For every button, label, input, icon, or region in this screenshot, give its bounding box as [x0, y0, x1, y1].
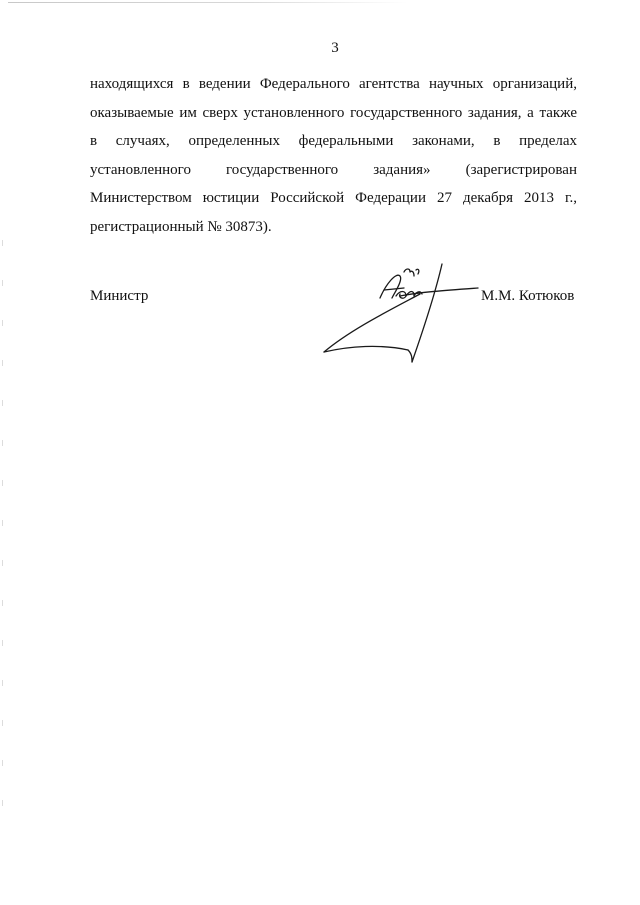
- body-line: находящихся в ведении Федерального агентства научных организаций,: [90, 76, 577, 92]
- page-number: 3: [331, 40, 339, 56]
- body-line: установленного государственного задания» (зарегистрирован: [90, 161, 577, 178]
- scan-artifact-left: [2, 240, 3, 840]
- body-line: Министерством юстиции Российской Федерации 27 декабря 2013 г.,: [90, 190, 577, 206]
- handwritten-signature-icon: [300, 250, 500, 370]
- body-line: регистрационный № 30873).: [90, 218, 272, 235]
- body-line: оказываемые им сверх установленного государственного задания, а также: [90, 104, 577, 121]
- body-paragraph: [90, 70, 577, 241]
- body-line: в случаях, определенных федеральными законами, в пределах: [90, 133, 577, 149]
- signatory-name: М.М. Котюков: [481, 288, 575, 304]
- scan-artifact-top: [8, 2, 408, 3]
- signatory-title: Министр: [90, 288, 149, 304]
